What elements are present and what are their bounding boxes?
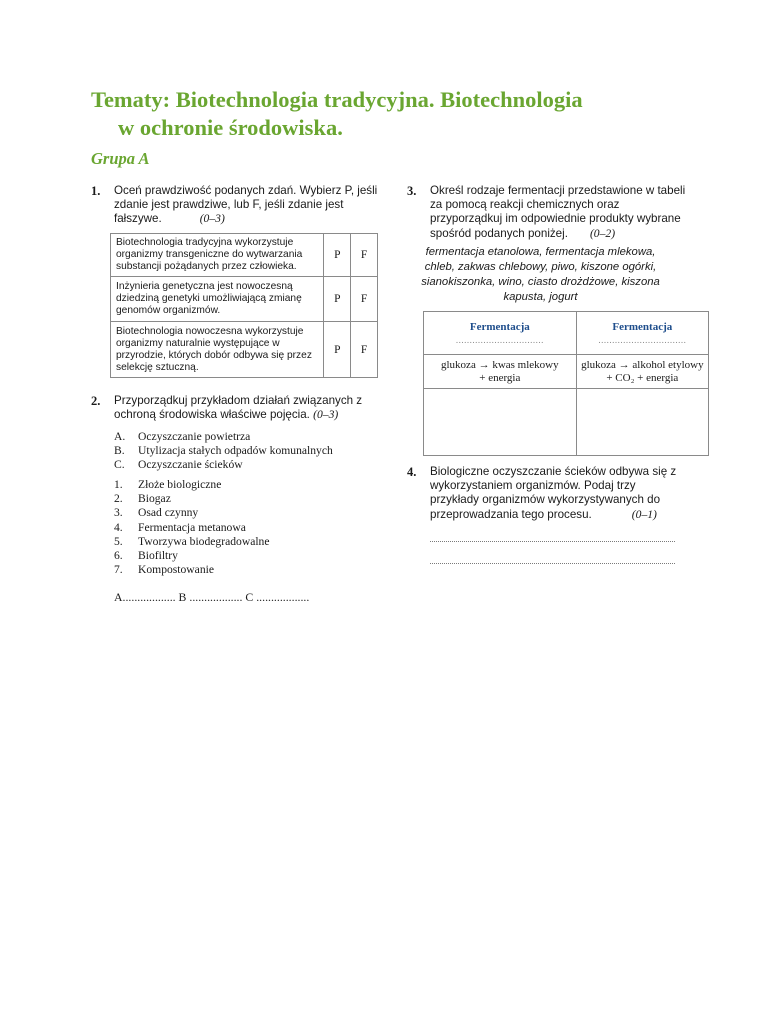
question-1 (91, 184, 381, 227)
statement: Biotechnologia nowoczesna wykorzystuje organizmy naturalnie występujące w przyrodzie, których dobór odbywa się przez selekcję sztuczną. (111, 322, 324, 378)
answer-cell[interactable] (576, 389, 708, 456)
group-label: Grupa A (91, 149, 150, 168)
list-item: A. Oczyszczanie powietrza (114, 430, 251, 443)
true-false-table (110, 233, 378, 378)
product-options: fermentacja etanolowa, fermentacja mlekowa, chleb, zakwas chlebowy, piwo, kiszone ogórki, sianokiszonka, wino, ciasto drożdżowe, kiszona kapusta, jogurt (421, 246, 660, 303)
list-item: 3. Osad czynny (114, 506, 199, 520)
list-item: 4. Fermentacja metanowa (114, 520, 246, 534)
reaction-cell: glukoza → kwas mlekowy + energia (424, 355, 577, 389)
points: (0–2) (589, 226, 616, 240)
points: (0–3) (313, 408, 339, 422)
option-f[interactable]: F (351, 277, 378, 322)
table-header-cell[interactable]: Fermentacja ................................ (576, 312, 708, 355)
list-item: 2. Biogaz (114, 492, 171, 506)
title-line-1: Tematy: Biotechnologia tradycyjna. Biotechnologia (91, 87, 583, 112)
question-text: Określ rodzaje fermentacji przedstawione w tabeli za pomocą reakcji chemicznych oraz przyporządkuj im odpowiednie produkty wybrane spośród podanych poniżej. (0–2) (430, 184, 686, 240)
list-item: 5. Tworzywa biodegradowalne (114, 534, 270, 548)
blank-line[interactable]: ................................ (598, 335, 687, 345)
table-row (111, 234, 378, 277)
points: (0–1) (631, 507, 657, 521)
answer-cell[interactable] (424, 389, 577, 456)
table-row (424, 355, 709, 389)
blank-line[interactable]: ................................ (455, 335, 544, 345)
table-row (424, 312, 709, 355)
question-2 (91, 394, 381, 422)
list-item: 6. Biofiltry (114, 549, 178, 563)
fermentation-table (423, 311, 709, 456)
question-number: 1. (91, 184, 101, 198)
answer-line[interactable]: A.................. B .................. C .................. (114, 590, 310, 604)
question-4 (407, 465, 687, 522)
page-title (91, 86, 711, 142)
question-text: Oceń prawdziwość podanych zdań. Wybierz P, jeśli zdanie jest prawdziwe, lub F, jeśli zdanie jest fałszywe. (0–3) (114, 184, 378, 226)
option-p[interactable]: P (324, 277, 351, 322)
concepts-list (114, 478, 270, 577)
table-header-cell[interactable]: Fermentacja ................................ (424, 312, 577, 355)
statement: Inżynieria genetyczna jest nowoczesną dziedziną genetyki umożliwiającą zmianę genomów organizmów. (111, 277, 324, 322)
answer-line[interactable] (430, 562, 675, 564)
question-number: 2. (91, 394, 101, 408)
statement: Biotechnologia tradycyjna wykorzystuje organizmy transgeniczne do wytwarzania substancji pożądanych przez człowieka. (111, 234, 324, 277)
table-row (424, 389, 709, 456)
list-item: 7. Kompostowanie (114, 563, 214, 577)
option-f[interactable]: F (351, 322, 378, 378)
list-item: B. Utylizacja stałych odpadów komunalnych (114, 444, 333, 458)
option-p[interactable]: P (324, 234, 351, 277)
points: (0–3) (199, 212, 225, 226)
question-number: 3. (407, 184, 417, 198)
title-line-2: w ochronie środowiska. (118, 115, 343, 140)
option-f[interactable]: F (351, 234, 378, 277)
question-text: Przyporządkuj przykładom działań związanych z ochroną środowiska właściwe pojęcia. (0–3) (114, 394, 363, 422)
table-row (111, 322, 378, 378)
list-item: C. Oczyszczanie ścieków (114, 458, 243, 472)
option-p[interactable]: P (324, 322, 351, 378)
answer-line[interactable] (430, 540, 675, 542)
reaction-cell: glukoza → alkohol etylowy + CO₂ + energia (576, 355, 708, 389)
list-item: 1. Złoże biologiczne (114, 478, 222, 491)
question-text: Biologiczne oczyszczanie ścieków odbywa się z wykorzystaniem organizmów. Podaj trzy przykłady organizmów wykorzystywanych do przeprowadzania tego procesu. (0–1) (430, 465, 677, 521)
question-number: 4. (407, 465, 417, 479)
table-row (111, 277, 378, 322)
examples-list (114, 430, 333, 473)
question-3 (407, 184, 687, 241)
